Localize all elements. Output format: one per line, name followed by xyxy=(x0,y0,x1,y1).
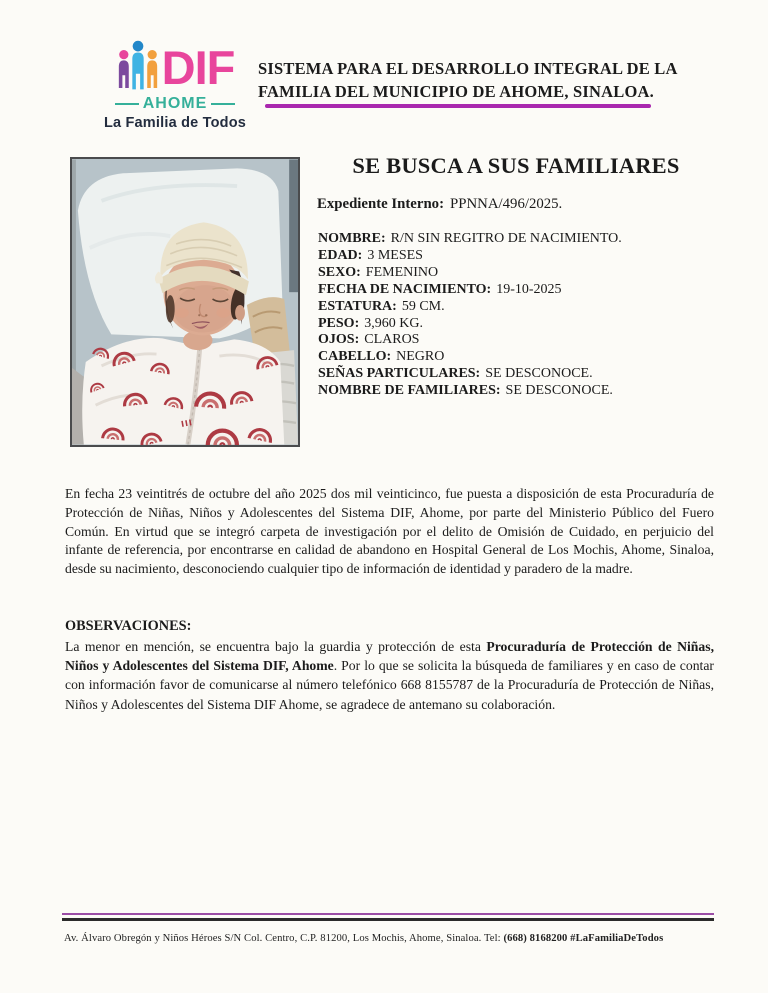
missing-infant-photo xyxy=(70,157,300,447)
field-row-sexo: SEXO: FEMENINO xyxy=(318,264,439,280)
logo-tagline: La Familia de Todos xyxy=(103,115,247,131)
logo-ahome-text: AHOME xyxy=(142,95,208,112)
notice-title: SE BUSCA A SUS FAMILIARES xyxy=(352,153,680,178)
field-row-nombre: NOMBRE: R/N SIN REGITRO DE NACIMIENTO. xyxy=(318,231,622,246)
expediente-value: PPNNA/496/2025. xyxy=(450,196,563,212)
field-row-senas-particulares: SEÑAS PARTICULARES: SE DESCONOCE. xyxy=(318,366,593,382)
footer-address: Av. Álvaro Obregón y Niños Héroes S/N Col. Centro, C.P. 81200, Los Mochis, Ahome, Sinaloa. Tel: (668) 8168200 #LaFamiliaDeTodos xyxy=(64,933,664,944)
org-title-line1: SISTEMA PARA EL DESARROLLO INTEGRAL DE LA xyxy=(258,59,678,78)
expediente-label: Expediente Interno: xyxy=(317,196,445,212)
field-row-peso: PESO: 3,960 KG. xyxy=(318,315,423,331)
field-row-estatura: ESTATURA: 59 CM. xyxy=(318,298,445,314)
field-row-edad: EDAD: 3 MESES xyxy=(318,247,423,263)
dif-people-icon xyxy=(116,38,160,94)
footer-rule-magenta xyxy=(62,913,714,915)
org-title xyxy=(258,57,678,103)
footer-rule-black xyxy=(62,918,714,921)
logo-top-row xyxy=(98,36,252,94)
field-row-ojos: OJOS: CLAROS xyxy=(318,332,420,348)
logo-dif-text: DIF xyxy=(161,41,235,94)
expediente-line xyxy=(317,196,562,213)
observaciones-title: OBSERVACIONES: xyxy=(65,618,192,634)
ahome-dash-right xyxy=(211,103,235,105)
ahome-dash-left xyxy=(115,103,139,105)
dif-ahome-logo xyxy=(98,36,252,131)
subject-fields xyxy=(318,231,622,400)
field-row-cabello: CABELLO: NEGRO xyxy=(318,349,445,365)
logo-ahome-row xyxy=(98,95,252,113)
newborn-baby-photo xyxy=(72,159,298,445)
field-row-fecha-nacimiento: FECHA DE NACIMIENTO: 19-10-2025 xyxy=(318,281,562,297)
case-paragraph: En fecha 23 veintitrés de octubre del año 2025 dos mil veinticinco, fue puesta a disposición de esta Procuraduría de Protección de Niñas, Niños y Adolescentes del Sistema DIF, Ahome, por parte del Ministerio Público del Fuero Común. En virtud que se integró carpeta de investigación por el delito de Omisión de Cuidado, en perjuicio del infante de referencia, por encontrarse en calidad de abandono en Hospital General de Los Mochis, Ahome, Sinaloa, desde su nacimiento, desconociendo cualquier tipo de información de identidad y paradero de la madre. xyxy=(65,486,714,577)
observaciones-paragraph: La menor en mención, se encuentra bajo la guardia y protección de esta Procuraduría de Protección de Niñas, Niños y Adolescentes del Sistema DIF, Ahome. Por lo que se solicita la búsqueda de familiares y en caso de contar con información favor de comunicarse al número telefónico 668 8155787 de la Procuraduría de Protección de Niñas, Niños y Adolescentes del Sistema DIF Ahome, se agradece de antemano su colaboración. xyxy=(65,639,714,712)
org-title-line2: FAMILIA DEL MUNICIPIO DE AHOME, SINALOA. xyxy=(258,82,654,101)
field-row-nombre-familiares: NOMBRE DE FAMILIARES: SE DESCONOCE. xyxy=(318,383,613,399)
header-accent-rule xyxy=(265,104,651,108)
